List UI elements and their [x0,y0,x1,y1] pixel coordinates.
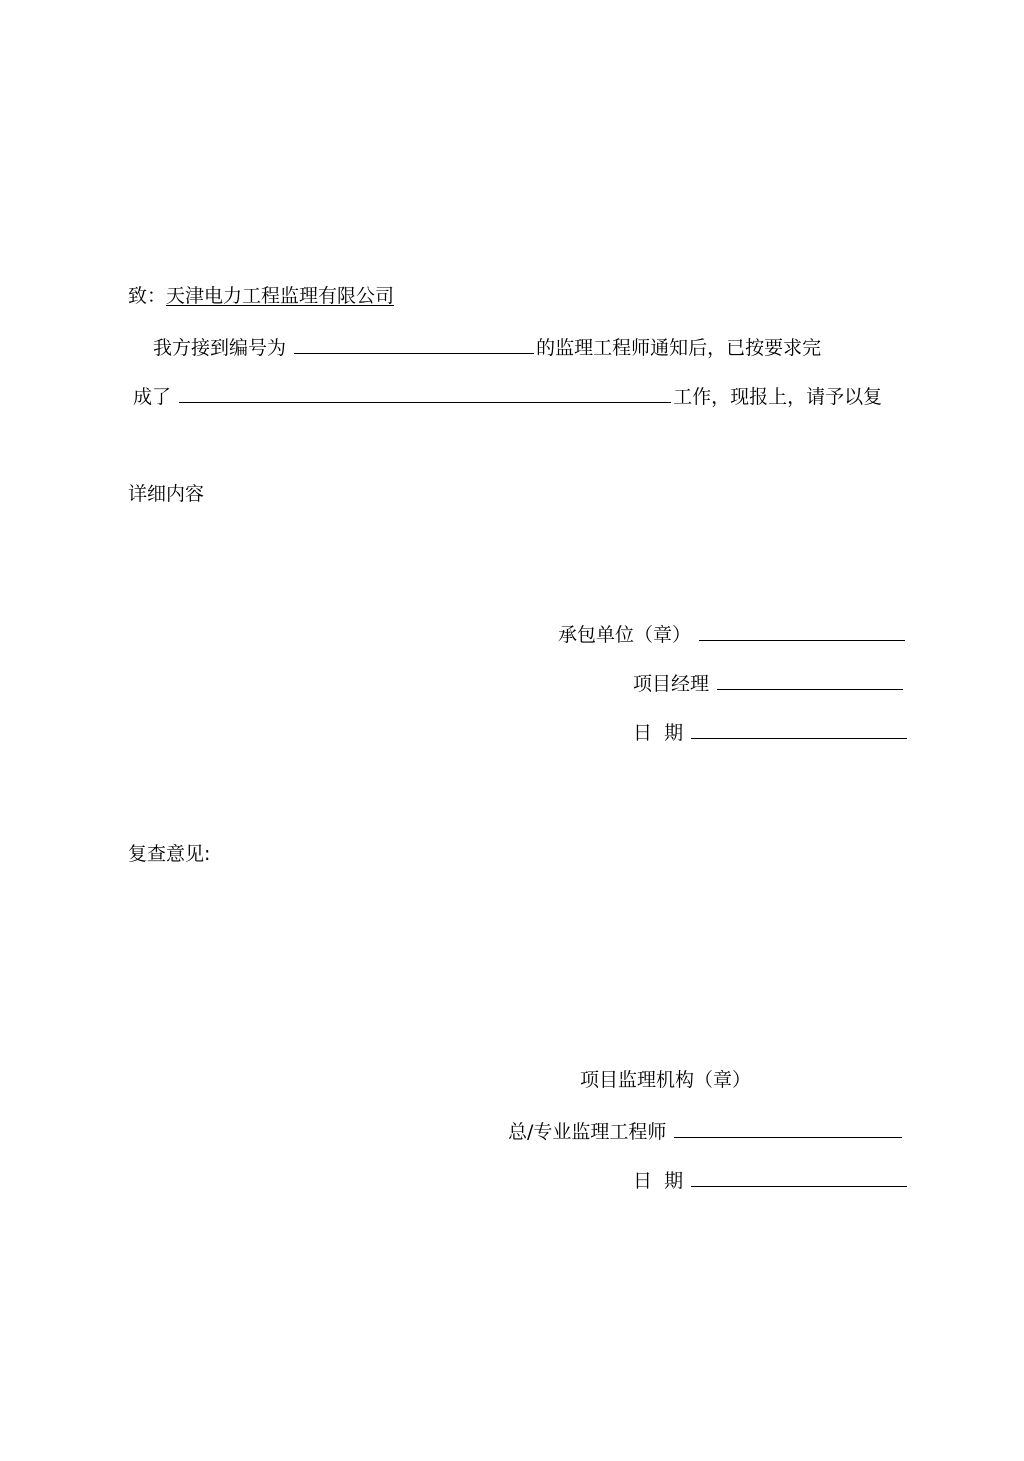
work-description-blank[interactable] [179,386,671,403]
project-manager-blank[interactable] [717,673,903,690]
supervision-org-label: 项目监理机构（章） [580,1069,752,1091]
project-manager-row [633,673,905,694]
supervisor-date-blank[interactable] [691,1170,907,1187]
contractor-unit-label: 承包单位（章） [558,624,692,646]
notice-text: 的监理工程师通知后，已按要求完 [536,337,822,359]
supervisor-date-label: 日 期 [633,1170,684,1192]
supervisor-date-row [633,1170,909,1191]
body-line-2 [133,386,882,407]
recipient-prefix: 致： [128,285,167,307]
review-label: 复查意见: [128,843,211,865]
notice-number-label: 我方接到编号为 [153,337,287,359]
supervising-engineer-blank[interactable] [674,1121,902,1138]
completed-label: 成了 [133,386,172,408]
project-manager-label: 项目经理 [633,673,710,695]
recipient-company: 天津电力工程监理有限公司 [166,285,395,307]
notice-number-blank[interactable] [294,337,534,354]
contractor-date-row [633,722,909,743]
contractor-date-blank[interactable] [691,722,907,739]
contractor-unit-row [558,624,907,645]
supervising-engineer-label: 总/专业监理工程师 [508,1121,667,1143]
report-text: 工作，现报上，请予以复 [673,386,883,408]
body-line-1 [153,337,821,358]
recipient-line [128,287,394,306]
contractor-date-label: 日 期 [633,722,684,744]
contractor-unit-blank[interactable] [699,624,905,641]
details-label: 详细内容 [128,483,205,505]
supervising-engineer-row [508,1121,904,1142]
